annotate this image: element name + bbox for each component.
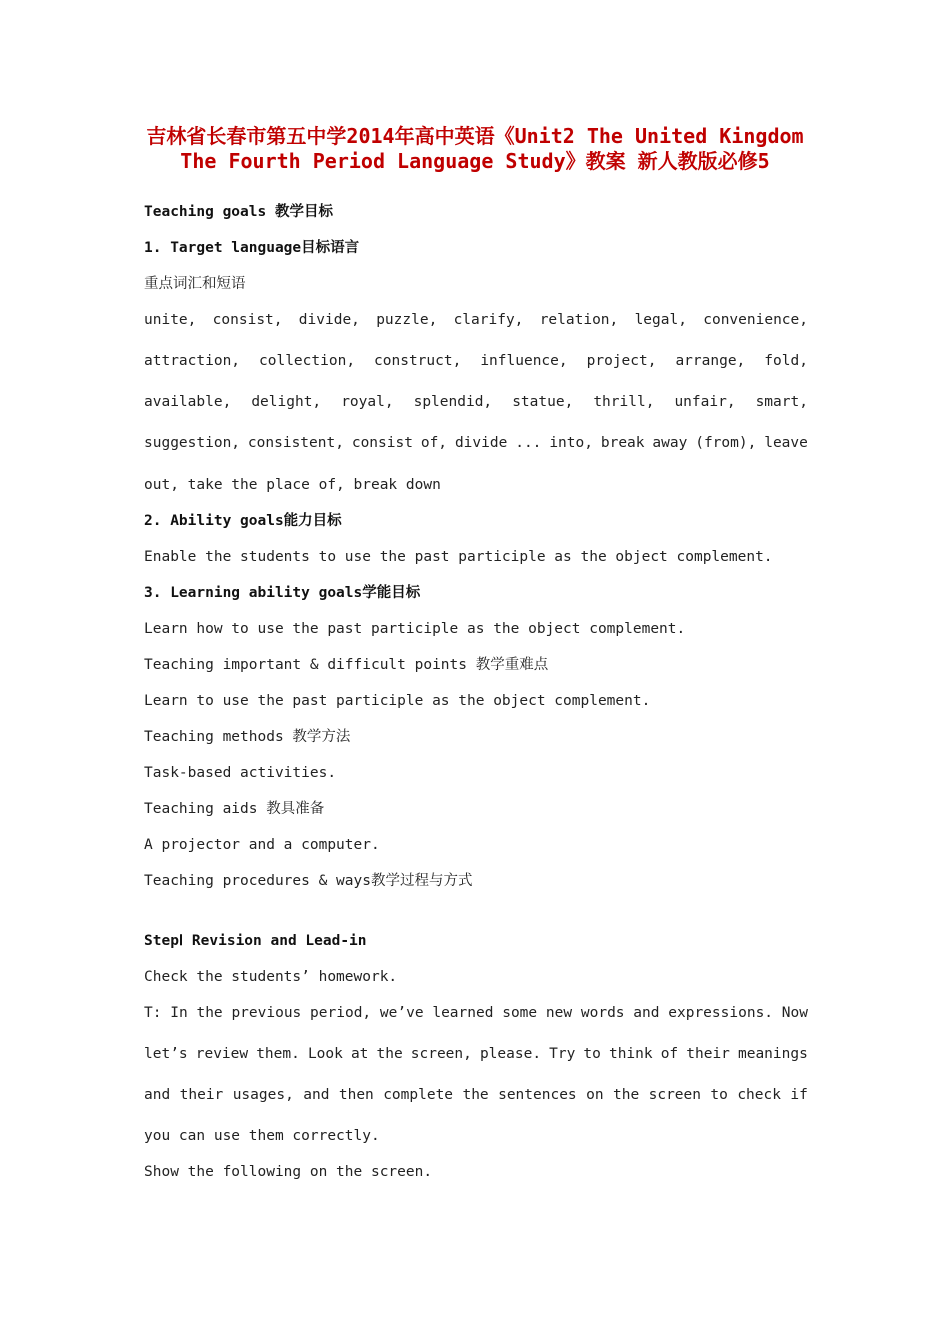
document-title: 吉林省长春市第五中学2014年高中英语《Unit2 The United Kingdom The Fourth Period Language Study》教案 新人教版必修5 xyxy=(146,124,804,173)
vocab-word: delight, xyxy=(251,394,322,410)
word: Now xyxy=(781,1005,808,1021)
vocab-word: leave xyxy=(764,435,808,451)
vocab-word: convenience, xyxy=(703,312,808,328)
vocab-word: away xyxy=(652,435,688,451)
vocab-word: relation, xyxy=(539,312,619,328)
aids-text: A projector and a computer. xyxy=(144,837,380,853)
word: the xyxy=(462,1087,489,1103)
vocab-word: legal, xyxy=(634,312,687,328)
vocab-word: divide, xyxy=(298,312,360,328)
word: and xyxy=(303,1087,330,1103)
word: sentences xyxy=(498,1087,577,1103)
word: T: xyxy=(144,1005,162,1021)
vocab-word: break xyxy=(600,435,645,451)
procedures-heading: Teaching procedures & ways教学过程与方式 xyxy=(144,873,473,889)
vocab-line-3 xyxy=(144,392,808,412)
methods-text: Task-based activities. xyxy=(144,765,337,781)
vocab-word: splendid, xyxy=(413,394,493,410)
vocab-word: suggestion, xyxy=(144,435,241,451)
important-points-heading: Teaching important & difficult points 教学重难点 xyxy=(144,657,549,673)
teacher-line-2 xyxy=(144,1044,808,1064)
word: screen, xyxy=(410,1046,472,1062)
vocab-word: statue, xyxy=(512,394,574,410)
important-points-text: Learn to use the past participle as the object complement. xyxy=(144,693,651,709)
word: at xyxy=(350,1046,369,1062)
word: and xyxy=(633,1005,660,1021)
vocab-line-4 xyxy=(144,433,808,453)
word: learned xyxy=(432,1005,494,1021)
word: we’ve xyxy=(379,1005,424,1021)
key-words-heading: 重点词汇和短语 xyxy=(144,276,246,292)
vocab-word: consist xyxy=(351,435,413,451)
vocab-word: smart, xyxy=(755,394,808,410)
word: of xyxy=(660,1046,679,1062)
aids-heading: Teaching aids 教具准备 xyxy=(144,801,325,817)
learning-goals-text: Learn how to use the past participle as the object complement. xyxy=(144,621,686,637)
vocab-word: into, xyxy=(549,435,593,451)
vocab-word: available, xyxy=(144,394,232,410)
vocab-word: unite, xyxy=(144,312,197,328)
word: complete xyxy=(383,1087,454,1103)
word: them. xyxy=(256,1046,300,1062)
word: their xyxy=(179,1087,224,1103)
step-1-heading: StepⅠ Revision and Lead-in xyxy=(144,933,367,949)
vocab-word: royal, xyxy=(341,394,394,410)
word: words xyxy=(580,1005,625,1021)
word: Look xyxy=(307,1046,343,1062)
vocab-word: ... xyxy=(515,435,542,451)
step-1-check: Check the students’ homework. xyxy=(144,969,398,985)
teacher-line-3 xyxy=(144,1085,808,1105)
word: Try xyxy=(549,1046,576,1062)
word: let’s xyxy=(144,1046,188,1062)
word: to xyxy=(710,1087,728,1103)
target-language-heading: 1. Target language目标语言 xyxy=(144,240,360,256)
word: meanings xyxy=(737,1046,808,1062)
word: the xyxy=(612,1087,640,1103)
word: some xyxy=(502,1005,538,1021)
word: and xyxy=(144,1087,171,1103)
word: on xyxy=(586,1087,604,1103)
word: new xyxy=(545,1005,573,1021)
vocab-word: consistent, xyxy=(247,435,344,451)
vocab-word: influence, xyxy=(480,353,568,369)
vocab-line-2 xyxy=(144,351,808,371)
vocab-word: thrill, xyxy=(593,394,655,410)
vocab-word: project, xyxy=(586,353,657,369)
teacher-line-4: you can use them correctly. xyxy=(144,1128,380,1144)
vocab-line-1 xyxy=(144,310,808,330)
vocab-word: clarify, xyxy=(453,312,524,328)
teaching-goals-heading: Teaching goals 教学目标 xyxy=(144,204,333,220)
word: expressions. xyxy=(668,1005,774,1021)
vocab-line-5: out, take the place of, break down xyxy=(144,477,441,493)
learning-goals-heading: 3. Learning ability goals学能目标 xyxy=(144,585,421,601)
vocab-word: puzzle, xyxy=(376,312,438,328)
vocab-word: collection, xyxy=(259,353,356,369)
vocab-word: fold, xyxy=(764,353,808,369)
word: if xyxy=(790,1087,808,1103)
vocab-word: consist, xyxy=(212,312,283,328)
word: usages, xyxy=(232,1087,294,1103)
word: the xyxy=(376,1046,403,1062)
vocab-word: attraction, xyxy=(144,353,241,369)
methods-heading: Teaching methods 教学方法 xyxy=(144,729,351,745)
ability-goals-heading: 2. Ability goals能力目标 xyxy=(144,513,342,529)
word: please. xyxy=(479,1046,542,1062)
teacher-line-1 xyxy=(144,1003,808,1023)
word: screen xyxy=(648,1087,701,1103)
word: then xyxy=(338,1087,374,1103)
word: the xyxy=(196,1005,223,1021)
word: review xyxy=(195,1046,249,1062)
vocab-word: construct, xyxy=(374,353,462,369)
vocab-word: unfair, xyxy=(674,394,736,410)
word: period, xyxy=(310,1005,372,1021)
word: check xyxy=(737,1087,781,1103)
word: their xyxy=(686,1046,730,1062)
word: to xyxy=(583,1046,601,1062)
vocab-word: divide xyxy=(454,435,508,451)
word: think xyxy=(608,1046,653,1062)
show-instruction: Show the following on the screen. xyxy=(144,1164,433,1180)
word: previous xyxy=(231,1005,302,1021)
vocab-word: arrange, xyxy=(675,353,746,369)
word: In xyxy=(170,1005,188,1021)
vocab-word: (from), xyxy=(695,435,757,451)
vocab-word: of, xyxy=(420,435,448,451)
ability-goals-text: Enable the students to use the past participle as the object complement. xyxy=(144,549,773,565)
